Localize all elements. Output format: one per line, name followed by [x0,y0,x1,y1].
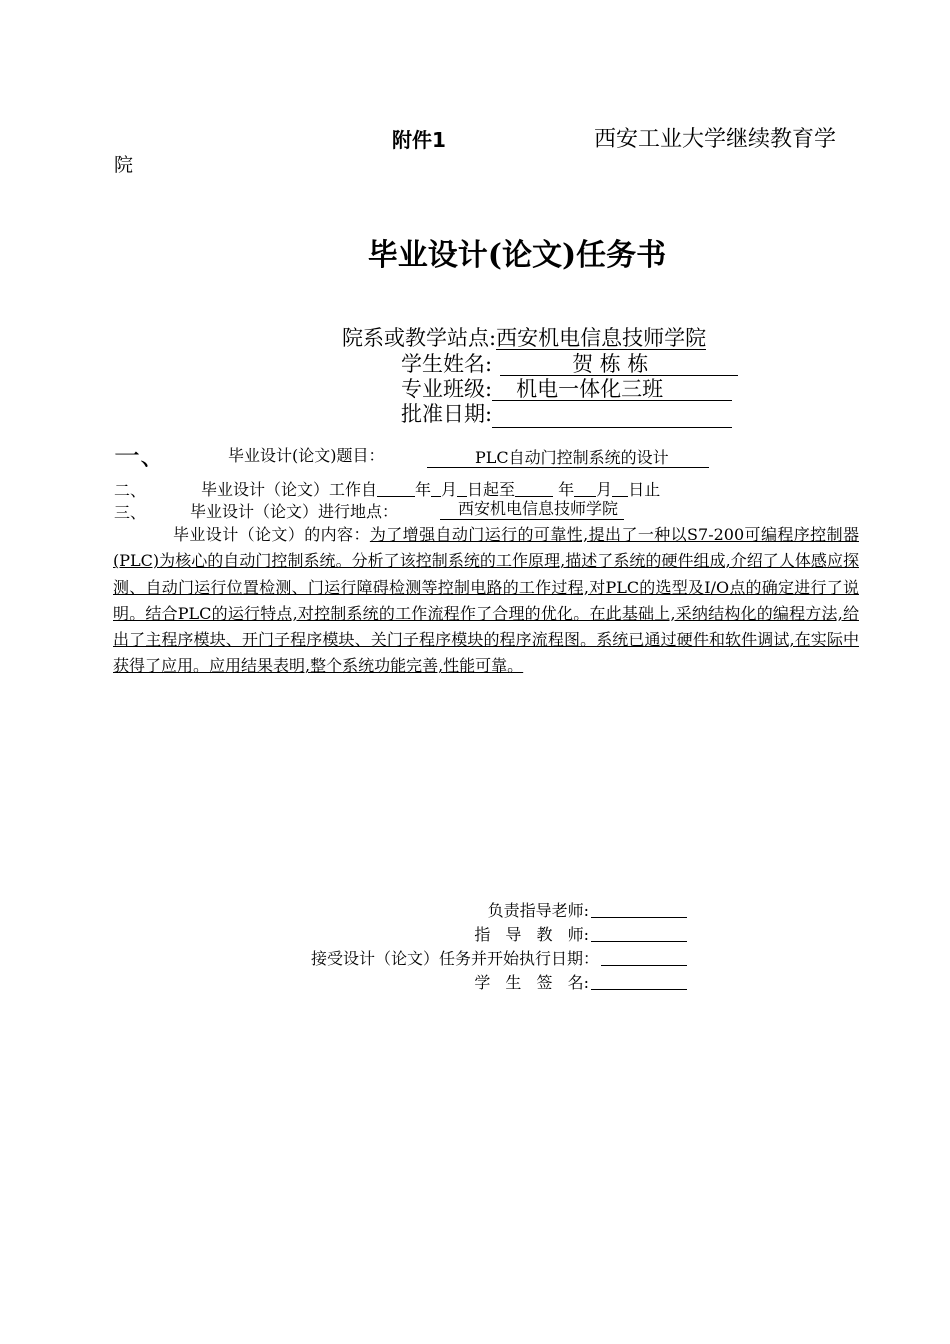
signature-blank [591,901,687,918]
signature-row-advisor [474,922,687,945]
signature-row-responsible-advisor [488,898,687,921]
year-label: 年 [415,480,432,499]
thesis-topic-value: PLC自动门控制系统的设计 [427,448,709,468]
info-label: 学生姓名: [401,352,493,376]
thesis-content-paragraph [113,522,859,680]
content-label: 毕业设计（论文）的内容： [173,525,370,544]
signature-row-student [474,970,687,993]
signature-blank [591,973,687,990]
blank-line [457,480,467,497]
document-title: 毕业设计(论文)任务书 [367,238,667,273]
month-label: 月 [441,480,458,499]
annex-label: 附件1 [392,128,446,152]
section-1-number: 一、 [114,442,167,472]
blank-line [515,480,553,497]
work-period-line [201,477,660,500]
signature-blank [591,925,687,942]
day-start-label: 日起至 [467,480,516,499]
blank-line [377,480,415,497]
section-1-label: 毕业设计(论文)题目： [228,446,385,465]
school-name-line2: 院 [114,154,134,176]
blank-line [612,480,628,497]
signature-label: 指 导 教 师: [474,925,589,944]
info-row-approval-date [401,398,732,428]
signature-blank [601,949,687,966]
signature-row-start-date [311,946,687,969]
thesis-location-value: 西安机电信息技师学院 [440,499,624,520]
day-end-label: 日止 [628,480,661,499]
info-value: 机电一体化三班 [492,378,732,401]
blank-line [574,480,596,497]
year-label: 年 [558,480,575,499]
content-body: 为了增强自动门运行的可靠性,提出了一种以S7-200可编程序控制器(PLC)为核心的自动门控制系统。分析了该控制系统的工作原理,描述了系统的硬件组成,介绍了人体感应探测、自动门运行位置检测、门运行障碍检测等控制电路的工作过程,对PLC的选型及I/O点的确定进行了说明。结合PLC的运行特点,对控制系统的工作流程作了合理的优化。在此基础上,采纳结构化的编程方法,给出了主程序模块、开门子程序模块、关门子程序模块的程序流程图。系统已通过硬件和软件调试,在实际中获得了应用。应用结果表明,整个系统功能完善,性能可靠。 [113,525,859,676]
info-label: 专业班级: [401,377,493,401]
info-label: 批准日期: [401,402,493,426]
info-label: 院系或教学站点: [342,326,497,350]
section-2-number: 二、 [114,481,147,500]
info-value: 西安机电信息技师学院 [496,326,707,350]
school-name-line1: 西安工业大学继续教育学 [594,127,837,152]
signature-label: 接受设计（论文）任务并开始执行日期： [310,949,599,968]
signature-label: 学 生 签 名: [474,973,589,992]
work-period-label: 毕业设计（论文）工作自 [201,480,378,499]
section-3-number: 三、 [114,503,147,522]
info-value: 贺 栋 栋 [500,353,738,376]
signature-label: 负责指导老师: [487,901,589,920]
section-3-label: 毕业设计（论文）进行地点： [190,502,399,521]
month-label: 月 [596,480,613,499]
blank-line [431,480,441,497]
info-value [492,405,732,428]
